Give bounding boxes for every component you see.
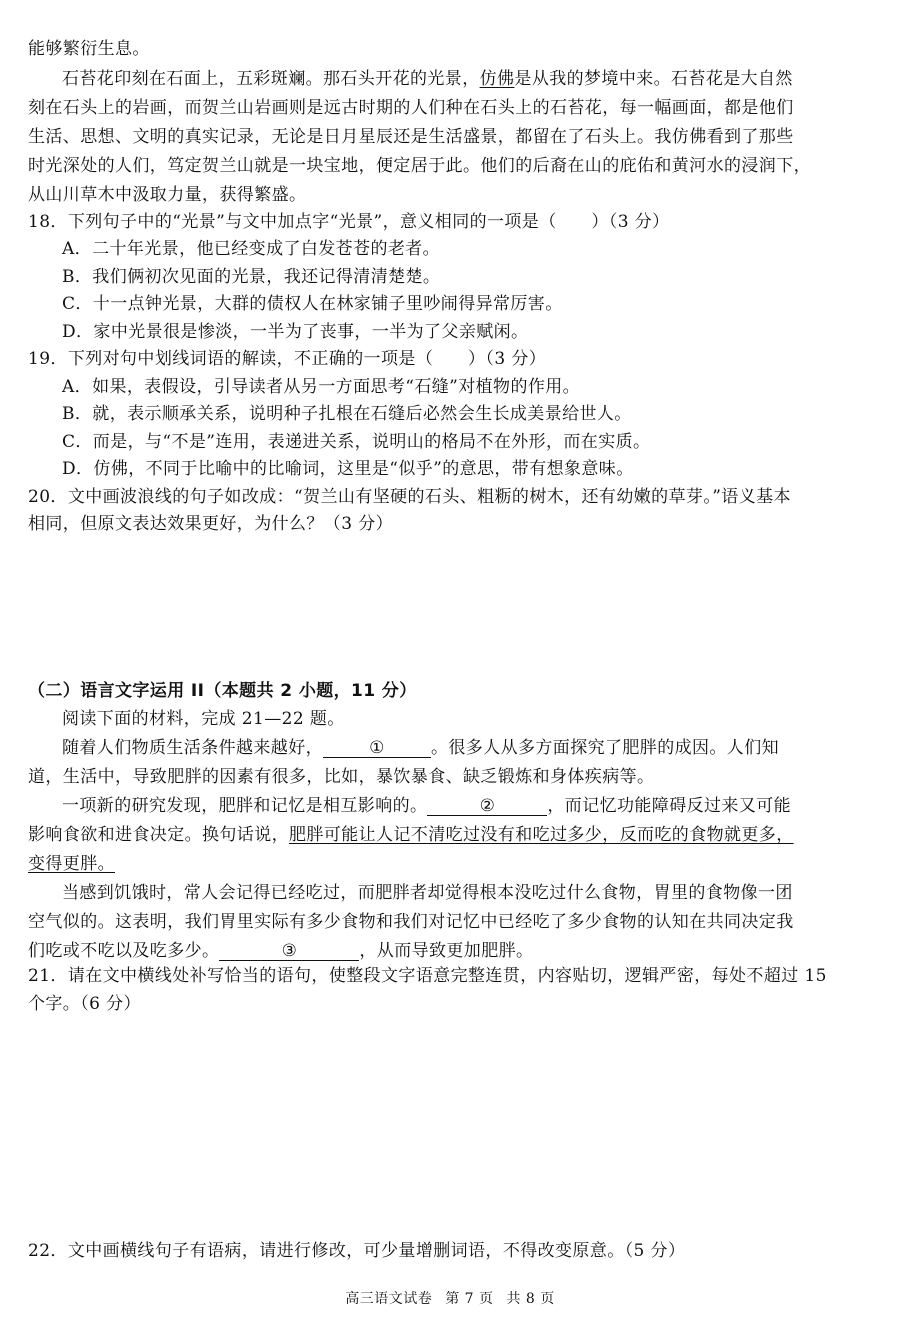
question-18-stem: 18．下列句子中的“光景”与文中加点字“光景”，意义相同的一项是（ ）（3 分） [28,212,670,232]
material-text: 们吃或不吃以及吃多少。 [28,941,220,961]
fill-blank-1[interactable]: ① [323,739,431,758]
option-d: D．仿佛，不同于比喻中的比喻词，这里是“似乎”的意思，带有想象意味。 [62,459,634,479]
option-b: B．我们俩初次见面的光景，我还记得清清楚楚。 [62,267,441,287]
passage-text: 石苔花印刻在石面上，五彩斑斓。那石头开花的光景， [62,69,480,89]
material-text: 影响食欲和进食决定。换句话说， [28,825,289,845]
passage-line: 能够繁衍生息。 [28,39,150,59]
option-c: C．而是，与“不是”连用，表递进关系，说明山的格局不在外形，而在实质。 [62,432,651,452]
option-a: A．二十年光景，他已经变成了白发苍苍的老者。 [62,239,441,259]
underlined-sentence: 变得更胖。 [28,854,115,874]
material-line: 道，生活中，导致肥胖的因素有很多，比如，暴饮暴食、缺乏锻炼和身体疾病等。 [28,767,655,787]
material-text: 随着人们物质生活条件越来越好， [62,738,323,758]
question-21-line: 个字。（6 分） [28,994,141,1014]
material-line [62,795,880,817]
material-line: 空气似的。这表明，我们胃里实际有多少食物和我们对记忆中已经吃了多少食物的认知在共同决定我 [28,912,794,932]
option-d: D．家中光景很是惨淡，一半为了丧事，一半为了父亲赋闲。 [62,322,529,342]
fill-blank-3[interactable]: ③ [219,942,359,961]
passage-text: 是从我的梦境中来。石苔花是大自然 [514,69,793,89]
page-footer [0,1288,900,1308]
question-21-line: 21．请在文中横线处补写恰当的语句，使整段文字语意完整连贯，内容贴切，逻辑严密，每处不超过 15 [28,966,827,986]
footer-subject: 高三语文试卷 [345,1291,433,1307]
passage-line: 刻在石头上的岩画，而贺兰山岩画则是远古时期的人们种在石头上的石苔花，每一幅画面，都是他们 [28,98,794,118]
material-line [28,940,880,962]
footer-total: 共 8 页 [506,1291,555,1307]
fill-blank-2[interactable]: ② [427,797,547,816]
footer-page: 第 7 页 [445,1291,494,1307]
section-intro: 阅读下面的材料，完成 21—22 题。 [62,709,345,729]
question-20-line: 20．文中画波浪线的句子如改成：“贺兰山有坚硬的石头、粗粝的树木，还有幼嫩的草芽。”语义基本 [28,487,791,507]
material-line [62,737,880,759]
passage-line: 生活、思想、文明的真实记录，无论是日月星辰还是生活盛景，都留在了石头上。我仿佛看到了那些 [28,127,794,147]
option-c: C．十一点钟光景，大群的债权人在林家铺子里吵闹得异常厉害。 [62,294,563,314]
material-text: 一项新的研究发现，肥胖和记忆是相互影响的。 [62,796,428,816]
section-title: （二）语言文字运用 II（本题共 2 小题，11 分） [28,681,417,701]
question-20-line: 相同，但原文表达效果更好，为什么？（3 分） [28,514,394,534]
underlined-sentence: 肥胖可能让人记不清吃过没有和吃过多少，反而吃的食物就更多， [289,825,794,845]
passage-line: 从山川草木中汲取力量，获得繁盛。 [28,185,307,205]
passage-line: 时光深处的人们，笃定贺兰山就是一块宝地，便定居于此。他们的后裔在山的庇佑和黄河水的浸润下， [28,156,811,176]
option-b: B．就，表示顺承关系，说明种子扎根在石缝后必然会生长成美景给世人。 [62,404,632,424]
material-text: ，从而导致更加肥胖。 [359,941,534,961]
question-22-line: 22．文中画横线句子有语病，请进行修改，可少量增删词语，不得改变原意。（5 分） [28,1241,686,1261]
material-text: ，而记忆功能障碍反过来又可能 [547,796,792,816]
material-text: 。很多人从多方面探究了肥胖的成因。人们知 [431,738,779,758]
question-19-stem: 19．下列对句中划线词语的解读，不正确的一项是（ ）（3 分） [28,349,547,369]
material-line [28,824,880,846]
underlined-word: 仿佛 [479,69,515,89]
passage-line [62,68,880,90]
material-line: 当感到饥饿时，常人会记得已经吃过，而肥胖者却觉得根本没吃过什么食物，胃里的食物像一团 [62,883,793,903]
option-a: A．如果，表假设，引导读者从另一方面思考“石缝”对植物的作用。 [62,377,581,397]
material-line [28,853,880,875]
